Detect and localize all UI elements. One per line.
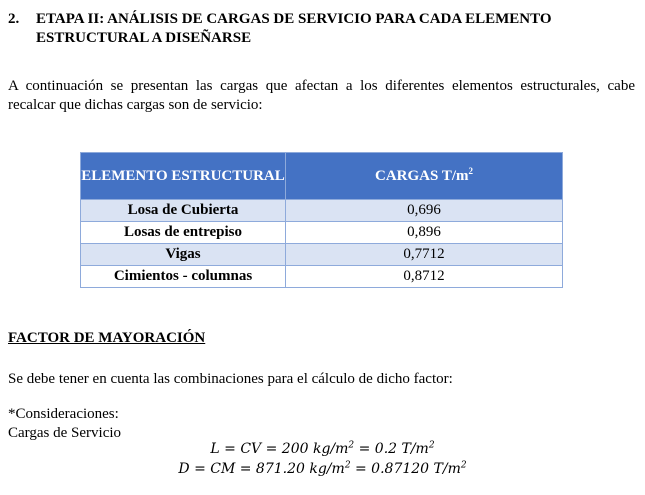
header-loads-text: CARGAS T/m (375, 168, 469, 184)
table-row (81, 266, 563, 288)
formula-live-load (0, 441, 645, 457)
formula-dead-load (0, 461, 645, 477)
row-load: 0,696 (286, 200, 563, 222)
loads-table (80, 152, 563, 288)
row-load: 0,896 (286, 222, 563, 244)
considerations-label: *Consideraciones: (8, 406, 119, 422)
formula-live-lhs: L = CV = 200 kg/m (210, 441, 349, 457)
section-title: ETAPA II: ANÁLISIS DE CARGAS DE SERVICIO PARA CADA ELEMENTO ESTRUCTURAL A DISEÑARSE (36, 11, 552, 46)
formula-dead-lhs: D = CM = 871.20 kg/m (178, 461, 345, 477)
formula-dead-exp1: 2 (344, 460, 351, 471)
table-row (81, 200, 563, 222)
row-element: Losa de Cubierta (81, 200, 286, 222)
row-element: Losas de entrepiso (81, 222, 286, 244)
table-row (81, 222, 563, 244)
formula-dead-exp2: 2 (460, 460, 467, 471)
header-element: ELEMENTO ESTRUCTURAL (81, 153, 286, 200)
header-loads-sup: 2 (468, 166, 473, 176)
table-header-row (81, 153, 563, 200)
section-number: 2. (8, 11, 20, 27)
table-row (81, 244, 563, 266)
formula-dead-mid: = 0.87120 T/m (350, 461, 461, 477)
formula-live-exp1: 2 (348, 440, 355, 451)
row-load: 0,8712 (286, 266, 563, 288)
factor-title: FACTOR DE MAYORACIÓN (8, 330, 206, 346)
row-element: Cimientos - columnas (81, 266, 286, 288)
formula-live-exp2: 2 (428, 440, 435, 451)
row-load: 0,7712 (286, 244, 563, 266)
formula-live-mid: = 0.2 T/m (354, 441, 429, 457)
intro-paragraph: A continuación se presentan las cargas que afectan a los diferentes elementos estructurales, cabe recalcar que dichas cargas son de servicio: (8, 78, 635, 113)
service-loads-label: Cargas de Servicio (8, 425, 122, 441)
factor-text: Se debe tener en cuenta las combinaciones para el cálculo de dicho factor: (8, 371, 453, 387)
row-element: Vigas (81, 244, 286, 266)
header-loads (286, 153, 563, 200)
